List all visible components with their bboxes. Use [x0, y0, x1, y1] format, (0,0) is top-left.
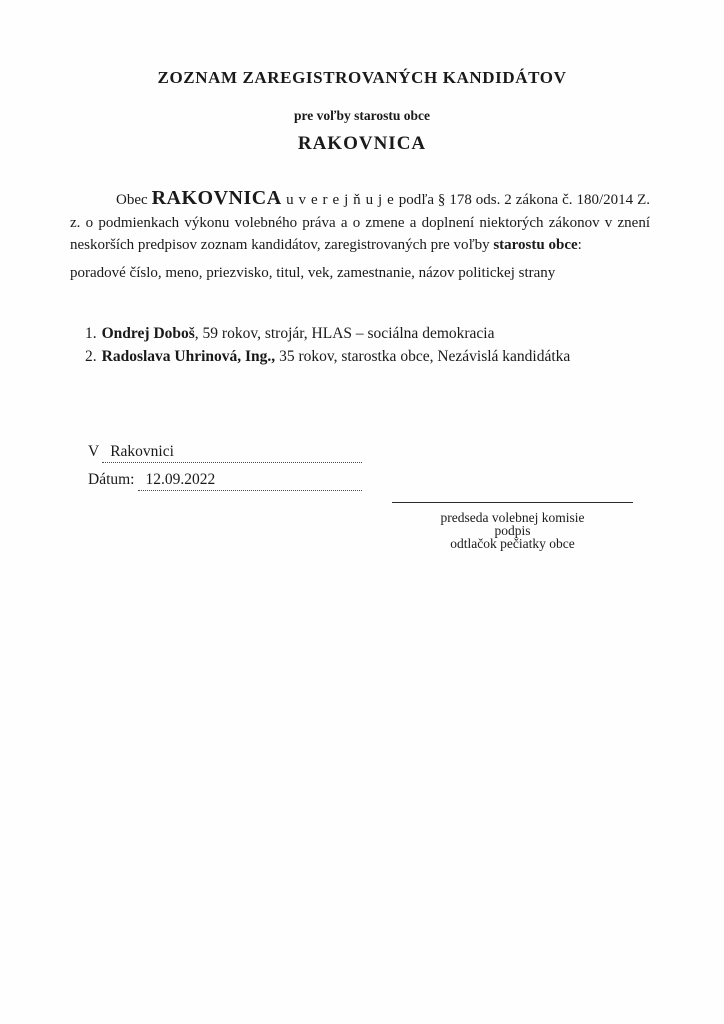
- place-date-section: [88, 443, 362, 499]
- signature-block: [392, 502, 633, 550]
- candidate-number: 1.: [85, 325, 97, 342]
- place-label: V: [88, 443, 100, 460]
- signature-line: [392, 502, 633, 503]
- candidate-details: , 59 rokov, strojár, HLAS – sociálna demokracia: [194, 325, 495, 342]
- signature-role: predseda volebnej komisie: [440, 510, 585, 525]
- legal-paragraph: [70, 188, 650, 257]
- colon: :: [577, 237, 582, 253]
- fields-line: poradové číslo, meno, priezvisko, titul, vek, zamestnanie, názov politickej strany: [70, 264, 556, 281]
- signature-caption-stamp: odtlačok pečiatky obce: [450, 536, 575, 551]
- intro-section: [70, 188, 650, 284]
- date-value-line: [138, 471, 363, 491]
- candidate-list: [85, 323, 570, 368]
- candidate-name: Radoslava Uhrinová, Ing.,: [101, 347, 276, 365]
- candidate-item: [85, 323, 570, 346]
- candidate-item: [85, 346, 570, 369]
- place-value: Rakovnici: [110, 443, 174, 460]
- legal-text: podľa § 178 ods. 2 zákona č. 180/2014 Z. z. o podmienkach výkonu volebného práva a o zmene a doplnení niektorých zákonov v znení neskorších predpisov zoznam kandidátov, zaregistrovaných pre voľby: [70, 192, 650, 253]
- signature-caption-podpis: podpis: [494, 523, 531, 538]
- date-row: [88, 471, 362, 491]
- date-value: 12.09.2022: [145, 471, 216, 488]
- candidate-name: Ondrej Doboš: [101, 325, 195, 342]
- document-subtitle: pre voľby starostu obce: [294, 108, 430, 123]
- lead-label: Obec: [116, 192, 152, 208]
- candidate-number: 2.: [85, 347, 97, 365]
- document-title: ZOZNAM ZAREGISTROVANÝCH KANDIDÁTOV: [157, 68, 567, 87]
- document-header: [0, 68, 724, 155]
- bold-phrase: starostu obce: [493, 237, 578, 253]
- place-value-line: [102, 443, 362, 463]
- place-row: [88, 443, 362, 463]
- municipality-inline: RAKOVNICA: [151, 187, 282, 209]
- publishes-word: u v e r e j ň u j e: [281, 192, 399, 208]
- municipality-name: RAKOVNICA: [297, 133, 427, 154]
- candidate-details: 35 rokov, starostka obce, Nezávislá kandidátka: [275, 347, 571, 365]
- date-label: Dátum:: [88, 471, 135, 488]
